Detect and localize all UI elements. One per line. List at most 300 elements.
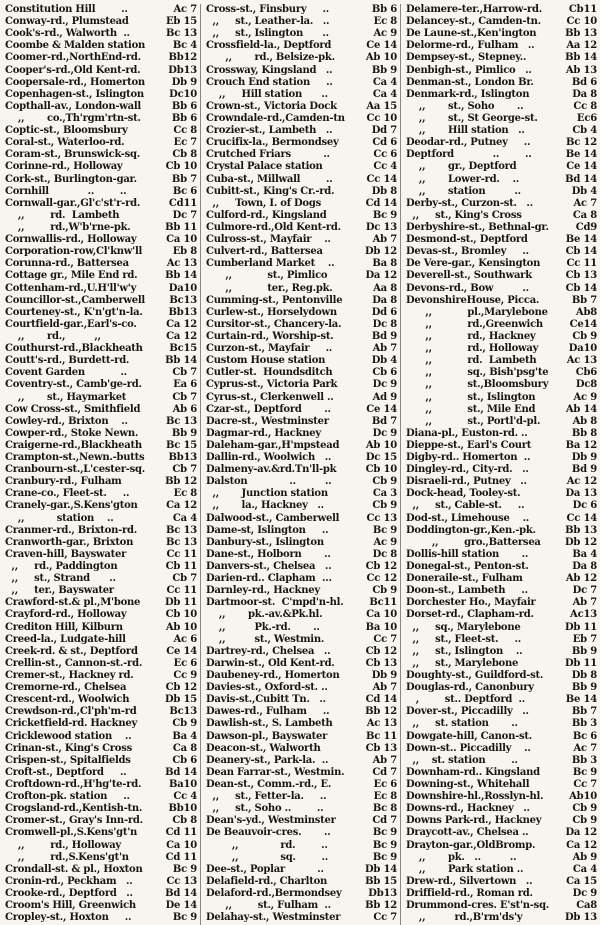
- map-reference: Db 4: [571, 185, 597, 197]
- map-reference: Ab 7: [372, 234, 397, 246]
- map-reference: Cc 12: [366, 573, 397, 585]
- index-entry-row: [206, 585, 397, 597]
- index-entry-row: [5, 488, 197, 500]
- map-reference: Bb 7: [571, 294, 597, 306]
- street-name: ,, co.,Th'rgm'rtn-st.: [5, 112, 141, 124]
- street-name: Delorme-rd., Fulham ..: [406, 40, 535, 52]
- index-entry-row: [406, 137, 597, 149]
- map-reference: Aa 12: [566, 40, 597, 52]
- street-name: ,, station ..: [5, 512, 114, 524]
- index-entry-row: [206, 186, 397, 198]
- street-name: Danvers-st., Chelsea ..: [206, 561, 332, 573]
- street-name: Doughty-st., Guildford-st.: [406, 670, 544, 682]
- index-entry-row: [406, 186, 597, 198]
- index-entry-row: [206, 706, 397, 718]
- street-name: Delafield-rd., Charlton: [206, 875, 328, 887]
- street-name: Constitution Hill ..: [5, 4, 128, 15]
- index-entry-row: [206, 234, 397, 246]
- index-entry-row: [5, 40, 197, 52]
- map-reference: Ca 10: [166, 234, 197, 246]
- index-entry-row: [206, 222, 397, 234]
- map-reference: Cd 11: [165, 851, 197, 863]
- index-entry-row: [406, 343, 597, 355]
- index-entry-row: [206, 840, 397, 852]
- index-entry-row: [5, 634, 197, 646]
- map-reference: Cc 13: [366, 512, 397, 524]
- map-reference: Ce 14: [366, 40, 397, 52]
- index-entry-row: [206, 307, 397, 319]
- index-entry-row: [406, 101, 597, 113]
- street-name: ,, rd., Holloway: [5, 839, 121, 851]
- street-name: Cumming-st., Pentonville: [206, 294, 343, 306]
- street-name: Dingley-rd., City-rd. ..: [406, 464, 529, 476]
- index-entry-row: [5, 28, 197, 40]
- index-entry-row: [206, 634, 397, 646]
- street-name: ,, st.,Bloomsbury: [406, 379, 549, 391]
- index-entry-row: [206, 161, 397, 173]
- map-reference: Cb 7: [172, 367, 197, 379]
- index-entry-row: [206, 210, 397, 222]
- map-reference: Bb 9: [171, 427, 197, 439]
- index-entry-row: [206, 888, 397, 900]
- street-name: Czar-st., Deptford ..: [206, 403, 331, 415]
- street-name: Disraeli-rd., Putney ..: [406, 476, 527, 488]
- index-entry-row: [206, 876, 397, 888]
- map-reference: Bc 8: [372, 803, 397, 815]
- street-name: Coopersale-rd., Homerton: [5, 76, 145, 88]
- map-reference: Bb13: [168, 452, 197, 464]
- map-reference: Bc 13: [166, 536, 197, 548]
- map-reference: Bb12: [168, 52, 197, 64]
- map-reference: Bb 9: [571, 682, 597, 694]
- street-name: Doon-st., Lambeth ..: [406, 585, 528, 597]
- street-name: Dean Farrar-st., Westmin.: [206, 766, 345, 778]
- index-entry-row: [406, 52, 597, 64]
- map-reference: Ba 10: [365, 621, 397, 633]
- street-name: Culmore-rd.,Old Kent-rd.: [206, 221, 341, 233]
- street-name: ,, st., Fetter-la. ..: [206, 791, 327, 803]
- street-name: Cowper-rd., Stoke Newn.: [5, 427, 139, 439]
- street-name: Dieppe-st., Earl's Court: [406, 439, 532, 451]
- index-entry-row: [206, 331, 397, 343]
- street-name: Culross-st., Mayfair ..: [206, 234, 331, 246]
- map-reference: Cb 9: [572, 803, 597, 815]
- street-name: ,, st., Haymarket: [5, 391, 127, 403]
- street-name: Cow Cross-st., Smithfield: [5, 403, 141, 415]
- index-entry-row: [406, 416, 597, 428]
- street-name: ,, rd., Belsize-pk.: [206, 52, 335, 64]
- index-entry-row: [206, 367, 397, 379]
- street-name: ,, ter., Bayswater: [5, 585, 114, 597]
- map-reference: Bd 14: [165, 887, 197, 899]
- map-reference: Ab10: [569, 791, 597, 803]
- index-entry-row: [5, 416, 197, 428]
- index-entry-row: [206, 682, 397, 694]
- index-entry-row: [406, 40, 597, 52]
- map-reference: Ca 12: [166, 318, 197, 330]
- index-entry-row: [406, 815, 597, 827]
- map-reference: Dc 9: [372, 427, 397, 439]
- index-entry-row: [406, 246, 597, 258]
- street-name: Coral-st., Waterloo-rd.: [5, 137, 125, 149]
- index-entry-row: [5, 561, 197, 573]
- map-reference: Bc 13: [166, 524, 197, 536]
- index-entry-row: [206, 694, 397, 706]
- map-reference: Ab 10: [365, 439, 397, 451]
- index-entry-row: [5, 113, 197, 125]
- map-reference: Db13: [168, 64, 197, 76]
- map-reference: Bc 9: [372, 839, 397, 851]
- street-name: Cranbourn-st.,L'cester-sq.: [5, 464, 145, 476]
- map-reference: Ec 8: [373, 791, 397, 803]
- map-reference: Bc 6: [172, 185, 197, 197]
- street-name: Cranworth-gar., Brixton: [5, 536, 134, 548]
- index-entry-row: [406, 585, 597, 597]
- street-name: ,, station ..: [406, 185, 521, 197]
- street-name: ,, rd., Hackney: [406, 330, 536, 342]
- index-entry-row: [5, 900, 197, 912]
- index-column-1: [0, 4, 200, 925]
- index-entry-row: [5, 767, 197, 779]
- index-entry-row: [206, 4, 397, 16]
- map-reference: Bb 3: [571, 718, 597, 730]
- map-reference: Ce 14: [366, 403, 397, 415]
- street-name: Dane-st., Holborn ..: [206, 548, 331, 560]
- index-entry-row: [406, 779, 597, 791]
- index-entry-row: [5, 89, 197, 101]
- index-entry-row: [5, 295, 197, 307]
- map-reference: Bc13: [169, 294, 197, 306]
- map-reference: Db 13: [564, 912, 597, 924]
- map-reference: Ca 8: [572, 209, 597, 221]
- index-entry-row: [206, 65, 397, 77]
- street-name: Donegal-st., Penton-st.: [406, 561, 529, 573]
- index-entry-row: [5, 65, 197, 77]
- street-name: Crediton Hill, Kilburn: [5, 621, 123, 633]
- index-entry-row: [406, 912, 597, 924]
- map-reference: Cb 10: [165, 609, 197, 621]
- map-reference: Bd 6: [571, 76, 597, 88]
- map-reference: Bb 13: [565, 28, 597, 40]
- street-name: Curzon-st., Mayfair ..: [206, 343, 333, 355]
- street-name: Coptic-st., Bloomsbury: [5, 125, 128, 137]
- map-reference: Ca 10: [166, 839, 197, 851]
- index-entry-row: [206, 440, 397, 452]
- index-entry-row: [406, 113, 597, 125]
- street-name: Cork-st., Burlington-gar.: [5, 173, 137, 185]
- map-reference: Db 9: [371, 670, 397, 682]
- map-reference: Dc 8: [372, 548, 397, 560]
- map-reference: Cb 4: [572, 125, 597, 137]
- map-reference: Dc 13: [365, 221, 397, 233]
- map-reference: Ab 7: [372, 682, 397, 694]
- street-name: De Vere-gar., Kensington: [406, 258, 541, 270]
- map-reference: Eb 8: [172, 246, 197, 258]
- street-name: Darien-rd.. Clapham ...: [206, 573, 332, 585]
- index-column-2: [200, 4, 400, 925]
- index-entry-row: [5, 731, 197, 743]
- index-entry-row: [406, 404, 597, 416]
- index-entry-row: [406, 537, 597, 549]
- index-entry-row: [206, 355, 397, 367]
- map-reference: Cc 6: [373, 149, 397, 161]
- map-reference: Bc 13: [166, 28, 197, 40]
- index-entry-row: [206, 319, 397, 331]
- index-entry-row: [5, 161, 197, 173]
- index-entry-row: [406, 307, 597, 319]
- street-name: Councillor-st.,Camberwell: [5, 294, 145, 306]
- street-name: Crane-co., Fleet-st. ..: [5, 488, 130, 500]
- street-name: ,, st. station ..: [406, 718, 518, 730]
- map-reference: Cd 11: [165, 827, 197, 839]
- index-entry-row: [206, 743, 397, 755]
- map-reference: Bd 9: [571, 464, 597, 476]
- map-reference: Cd 14: [365, 197, 397, 209]
- street-name: Crayford-rd., Holloway: [5, 609, 127, 621]
- index-entry-row: [5, 912, 197, 924]
- map-reference: Db 14: [364, 863, 397, 875]
- street-name: Cook's-rd., Walworth ..: [5, 28, 130, 40]
- street-name: Crofton-pk. station ..: [5, 791, 130, 803]
- street-name: ,, st., Soho ..: [406, 100, 524, 112]
- map-reference: Bc 11: [366, 730, 397, 742]
- index-entry-row: [5, 609, 197, 621]
- street-name: Couthurst-rd.,Blackheath: [5, 343, 143, 355]
- street-name: Dorchester Ho., Mayfair: [406, 597, 536, 609]
- street-name: ,, gro.,Battersea: [406, 536, 541, 548]
- index-entry-row: [206, 113, 397, 125]
- map-reference: Db 11: [564, 657, 597, 669]
- street-name: ,, st., Strand ..: [5, 573, 116, 585]
- street-name: ,, pk. .. ..: [406, 851, 517, 863]
- map-reference: Bc 6: [572, 730, 597, 742]
- map-reference: Cc 7: [373, 912, 397, 924]
- street-name: Craigerne-rd.,Blackheath: [5, 439, 142, 451]
- map-reference: Bd 7: [371, 415, 397, 427]
- index-entry-row: [406, 731, 597, 743]
- map-reference: Bb 6: [171, 100, 197, 112]
- map-reference: Db13: [368, 887, 397, 899]
- street-name: Cyrus-st., Clerkenwell ..: [206, 391, 334, 403]
- map-reference: Ea 6: [173, 379, 197, 391]
- street-name: Cremer-st., Hackney rd.: [5, 670, 134, 682]
- index-entry-row: [5, 573, 197, 585]
- index-entry-row: [206, 597, 397, 609]
- index-entry-row: [406, 513, 597, 525]
- map-reference: Da 12: [565, 827, 597, 839]
- index-entry-row: [5, 840, 197, 852]
- map-reference: Ab 14: [565, 403, 597, 415]
- street-name: Crown-st., Victoria Dock: [206, 100, 337, 112]
- street-name: ,, st., Westmin.: [206, 633, 325, 645]
- street-name: Digby-rd.. Homerton ..: [406, 452, 531, 464]
- index-entry-row: [206, 549, 397, 561]
- map-reference: Cd9: [575, 221, 597, 233]
- index-entry-row: [406, 258, 597, 270]
- index-entry-row: [5, 258, 197, 270]
- map-reference: Ab 7: [572, 597, 597, 609]
- street-name: Downing-st., Whitehall: [406, 779, 530, 790]
- street-name: ,, st., Portl'd-pl.: [406, 415, 541, 427]
- index-entry-row: [5, 101, 197, 113]
- index-entry-row: [406, 464, 597, 476]
- map-reference: Ba 4: [572, 548, 597, 560]
- street-name: DevonshireHouse, Picca.: [406, 294, 540, 306]
- index-entry-row: [5, 537, 197, 549]
- street-name: Cyprus-st., Victoria Park: [206, 379, 338, 391]
- index-entry-row: [406, 77, 597, 89]
- street-name: Doneraile-st., Fulham: [406, 573, 523, 585]
- index-entry-row: [5, 77, 197, 89]
- street-name: ,, sq. ..: [206, 851, 328, 863]
- street-name: Driffield-rd., Roman rd.: [406, 887, 533, 899]
- index-entry-row: [406, 270, 597, 282]
- map-reference: Bb 7: [171, 173, 197, 185]
- map-reference: Da 8: [372, 294, 397, 306]
- street-name: ,, rd., Paddington: [5, 561, 118, 573]
- street-name: Cricklewood station ..: [5, 730, 132, 742]
- index-entry-row: [5, 525, 197, 537]
- street-name: Devas-st., Bromley ..: [406, 246, 529, 258]
- street-name: Derbyshire-st., Bethnal-gr.: [406, 221, 549, 233]
- index-entry-row: [406, 174, 597, 186]
- street-name: ,, Lower-rd. ..: [406, 173, 519, 185]
- index-entry-row: [406, 392, 597, 404]
- street-name: ,, pl.,Marylebone: [406, 306, 548, 318]
- map-reference: Cd11: [168, 197, 197, 209]
- index-column-3: [400, 4, 600, 925]
- map-reference: Cb 6: [372, 367, 397, 379]
- map-reference: Da 8: [572, 88, 597, 100]
- index-entry-row: [406, 900, 597, 912]
- map-reference: Ec 8: [173, 488, 197, 500]
- map-reference: Cb 7: [172, 464, 197, 476]
- street-name: Crouch End station ..: [206, 76, 333, 88]
- index-entry-row: [206, 137, 397, 149]
- index-entry-row: [206, 525, 397, 537]
- street-name: Croft-st., Deptford ..: [5, 766, 127, 778]
- street-name: Dallin-rd., Woolwich ..: [206, 452, 332, 464]
- index-entry-row: [5, 198, 197, 210]
- map-reference: Cb 14: [565, 246, 597, 258]
- map-reference: Bb 12: [165, 476, 197, 488]
- index-entry-row: [406, 718, 597, 730]
- street-name: ,, st., Leather-la. ..: [206, 16, 330, 28]
- map-reference: Bb10: [168, 803, 197, 815]
- map-reference: Ec 6: [173, 657, 197, 669]
- street-name: Creek-rd. & st., Deptford: [5, 645, 138, 657]
- map-reference: Da10: [568, 343, 597, 355]
- index-entry-row: [406, 767, 597, 779]
- index-entry-row: [5, 319, 197, 331]
- index-entry-row: [5, 125, 197, 137]
- map-reference: Bc13: [169, 706, 197, 718]
- street-name: Downs-rd., Hackney ..: [406, 803, 530, 815]
- map-reference: Ac 13: [566, 355, 597, 367]
- index-entry-row: [406, 355, 597, 367]
- map-reference: Cb 9: [572, 815, 597, 827]
- street-name: Craven-hill, Bayswater: [5, 548, 127, 560]
- index-entry-row: [406, 840, 597, 852]
- index-entry-row: [5, 864, 197, 876]
- index-entry-row: [5, 464, 197, 476]
- map-reference: Be 14: [565, 694, 597, 706]
- index-entry-row: [406, 803, 597, 815]
- map-reference: Ac 9: [373, 536, 397, 548]
- index-entry-row: [206, 464, 397, 476]
- map-reference: Cb 12: [165, 682, 197, 694]
- street-name: ,, st., Islington ..: [406, 645, 523, 657]
- index-entry-row: [206, 827, 397, 839]
- street-name: ,, sq., Marylebone: [406, 621, 521, 633]
- index-entry-row: [406, 658, 597, 670]
- index-entry-row: [406, 125, 597, 137]
- street-name: Croftdown-rd.,H'hg'te-rd.: [5, 779, 142, 790]
- map-reference: Bb13: [168, 306, 197, 318]
- map-reference: Bc 9: [372, 524, 397, 536]
- street-name: ,, ter., Reg.pk.: [206, 282, 333, 294]
- street-name: Croom's Hill, Greenwich: [5, 900, 136, 912]
- index-entry-row: [5, 827, 197, 839]
- map-reference: Cb 9: [172, 718, 197, 730]
- street-name: ,, st., Soho .. ..: [206, 803, 324, 815]
- map-reference: Cb 7: [172, 573, 197, 585]
- street-name: ,, Town, I. of Dogs: [206, 197, 321, 209]
- street-name: ,, st., King's Cross: [406, 209, 522, 221]
- index-entry-row: [5, 779, 197, 791]
- map-reference: Cc 4: [173, 791, 197, 803]
- map-reference: Ca 4: [372, 76, 397, 88]
- index-entry-row: [5, 392, 197, 404]
- map-reference: Cb 13: [365, 657, 397, 669]
- index-entry-row: [406, 65, 597, 77]
- index-entry-row: [206, 755, 397, 767]
- street-name: Dawes-rd., Fulham ..: [206, 706, 330, 718]
- index-entry-row: [206, 295, 397, 307]
- index-entry-row: [206, 89, 397, 101]
- index-entry-row: [406, 670, 597, 682]
- index-entry-row: [206, 101, 397, 113]
- index-entry-row: [206, 658, 397, 670]
- street-name: ,, rd.,S.Kens'gt'n: [5, 851, 129, 863]
- map-reference: Bd 14: [165, 766, 197, 778]
- map-reference: Cb 13: [365, 742, 397, 754]
- street-name: Cromer-st., Gray's Inn-rd.: [5, 815, 143, 827]
- map-reference: Bc 9: [372, 851, 397, 863]
- index-entry-row: [406, 4, 597, 16]
- index-entry-row: [406, 16, 597, 28]
- map-reference: Cb 9: [372, 585, 397, 597]
- map-reference: Be 14: [565, 234, 597, 246]
- street-name: Cross-st., Finsbury ..: [206, 4, 330, 15]
- street-name: Dalmeny-av.&rd.Tn'll-pk: [206, 464, 337, 476]
- map-reference: Ce 14: [166, 645, 197, 657]
- map-reference: Da 8: [572, 561, 597, 573]
- map-reference: Cc 10: [366, 112, 397, 124]
- map-reference: Eb 15: [165, 16, 197, 28]
- map-reference: Ce14: [569, 318, 597, 330]
- map-reference: Ab 6: [172, 403, 197, 415]
- map-reference: Cb 10: [365, 464, 397, 476]
- map-reference: Cb 7: [172, 391, 197, 403]
- map-reference: De 14: [165, 900, 197, 912]
- street-name: ,, st., Mile End: [406, 403, 536, 415]
- index-entry-row: [406, 367, 597, 379]
- map-reference: Bd 14: [565, 173, 597, 185]
- index-entry-row: [206, 815, 397, 827]
- index-entry-row: [406, 852, 597, 864]
- map-reference: Ca 10: [366, 609, 397, 621]
